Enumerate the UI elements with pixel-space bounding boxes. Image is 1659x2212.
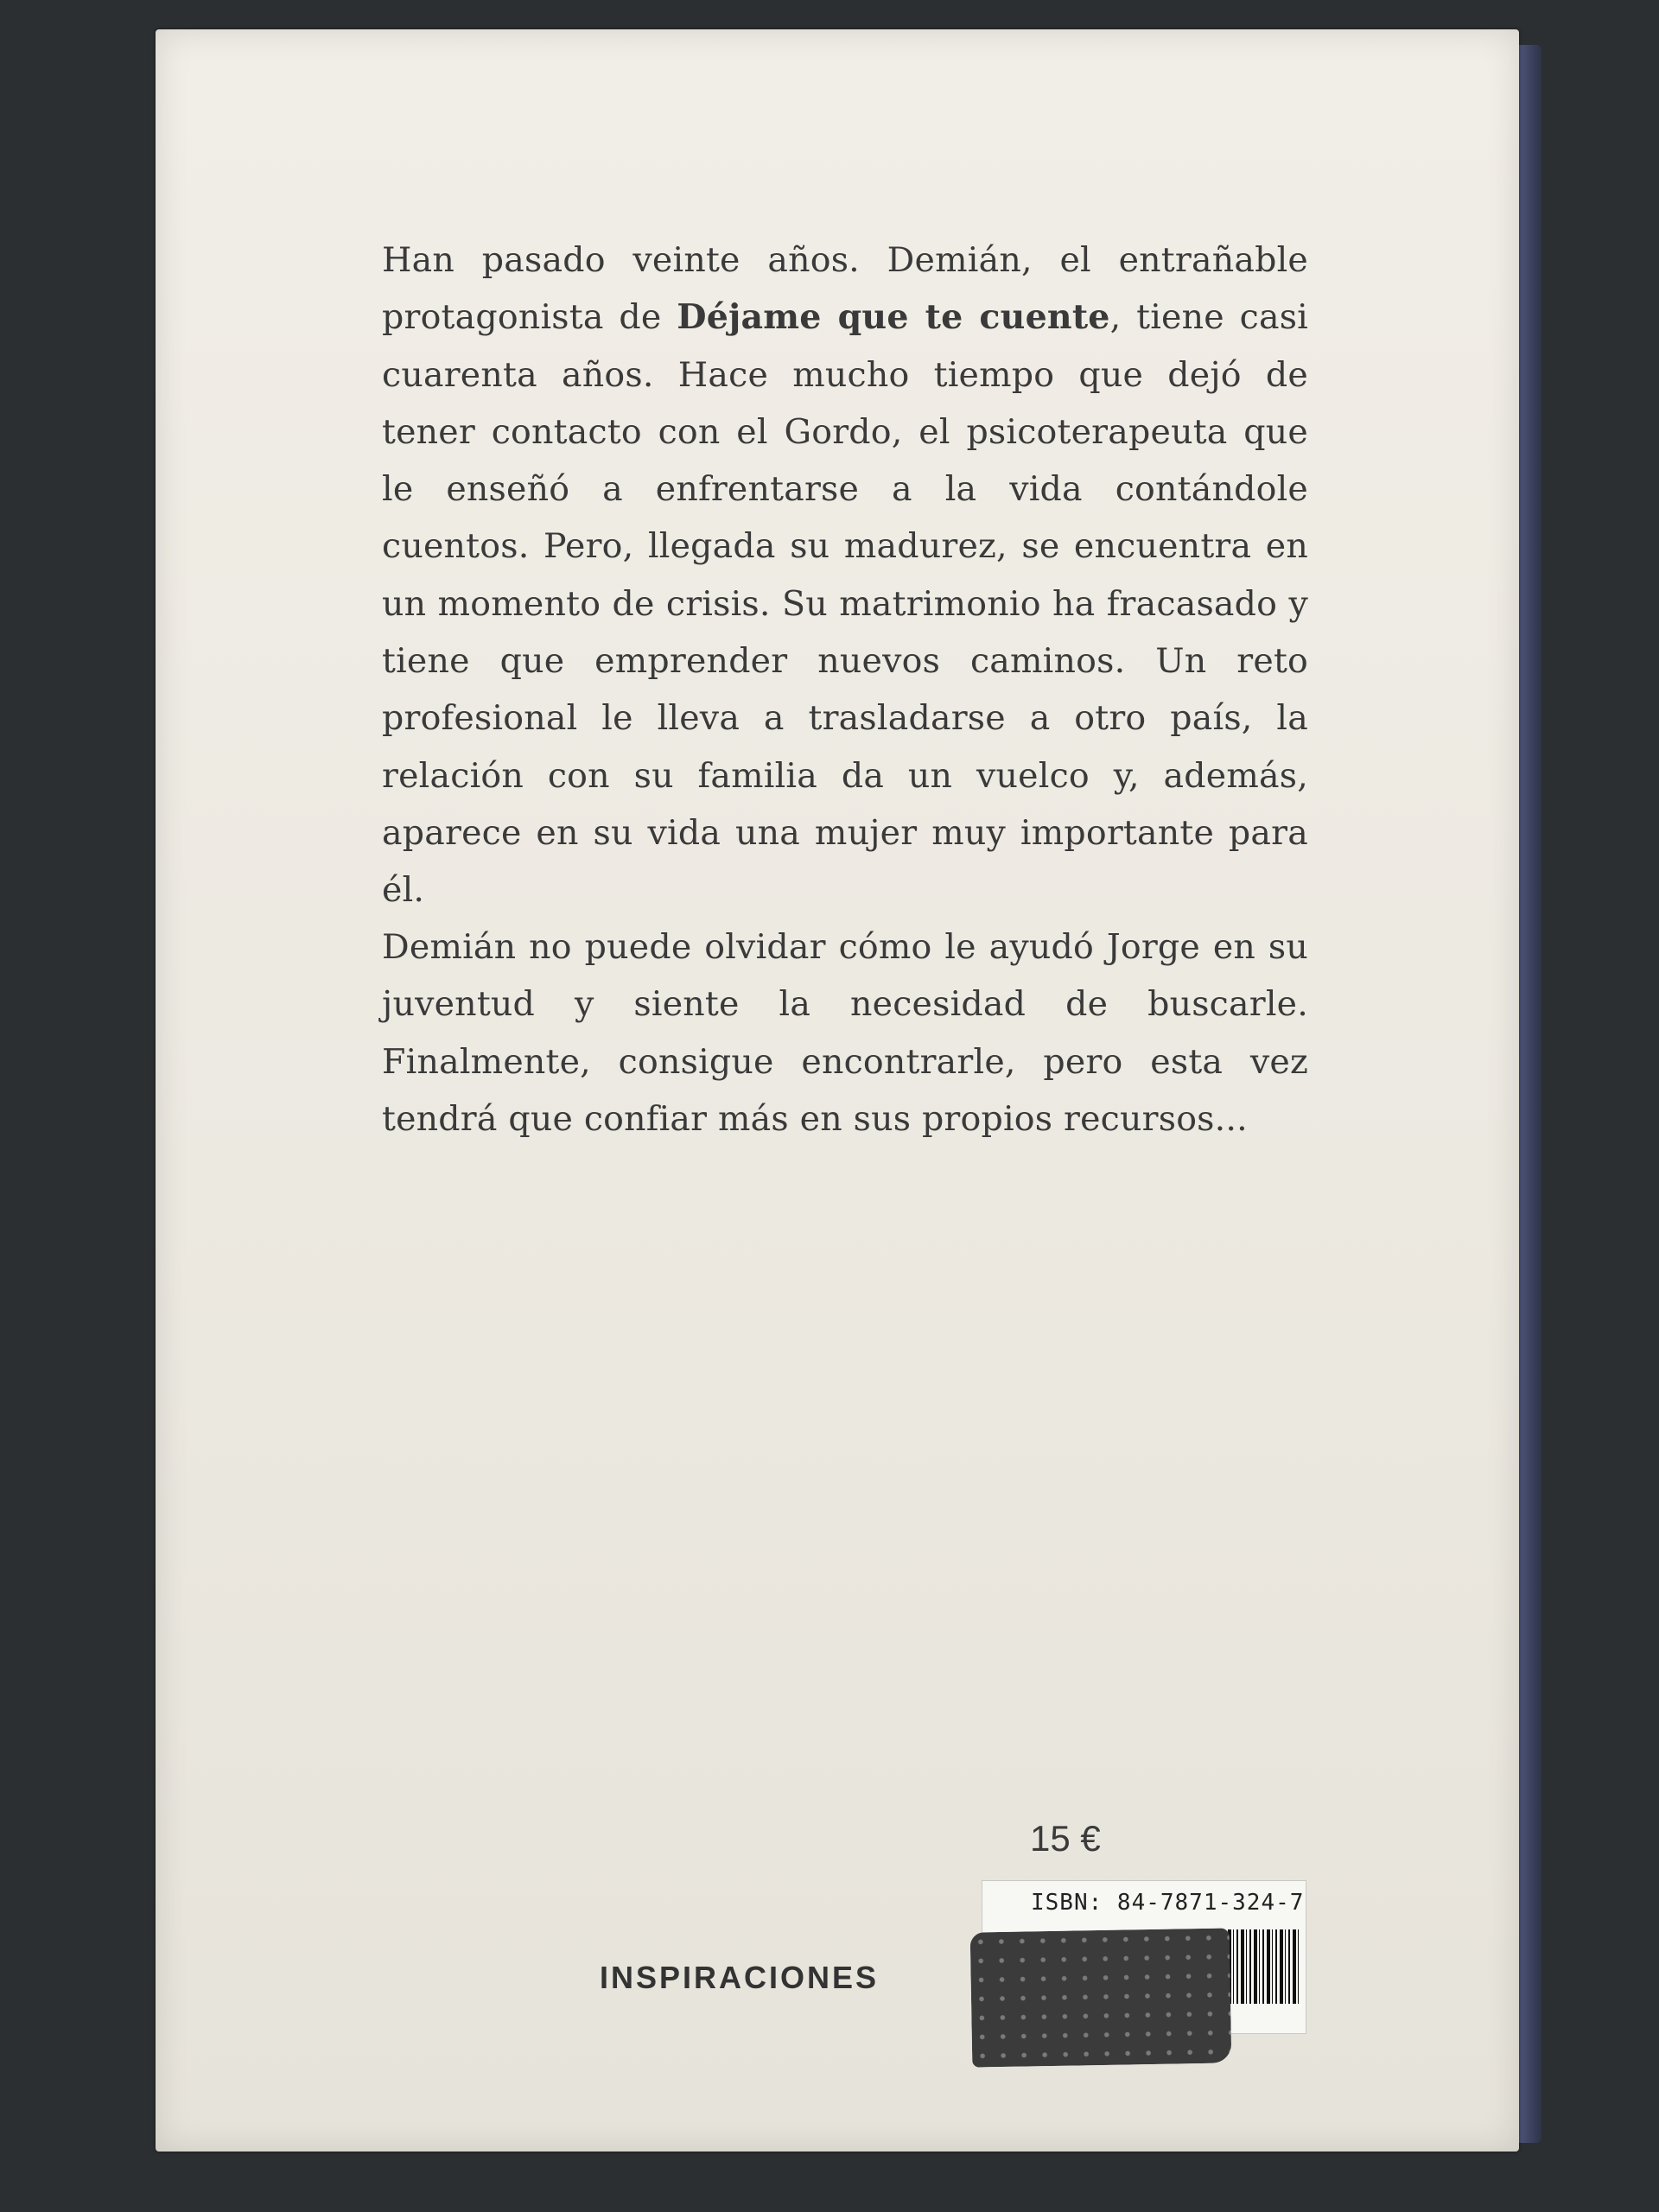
blurb-paragraph-2-text: Demián no puede olvidar cómo le ayudó Jorge en su juventud y siente la necesidad de buscarle. Finalmente, consigue encontrarle, pero esta vez tendrá que confiar más en sus propios recursos...: [382, 927, 1308, 1139]
isbn-text: ISBN: 84-7871-324-7: [1031, 1890, 1305, 1916]
blurb-paragraph-1: [382, 232, 1308, 919]
series-name: INSPIRACIONES: [600, 1960, 880, 1995]
blurb-text-start: Han pasado veinte años. Demián, el entrañable protagonista de: [382, 240, 1308, 338]
book-title-reference: Déjame que te cuente: [677, 297, 1110, 338]
price-label: 15 €: [1030, 1818, 1101, 1859]
blurb-text-rest: , tiene casi cuarenta años. Hace mucho tiempo que dejó de tener contacto con el Gordo, el psicoterapeuta que le enseñó a enfrentarse a la vida contándole cuentos. Pero, llegada su madurez, se encuentra en un momento de crisis. Su matrimonio ha fracasado y tiene que emprender nuevos caminos. Un reto profesional le lleva a trasladarse a otro país, la relación con su familia da un vuelco y, además, aparece en su vida una mujer muy importante para él.: [382, 297, 1308, 911]
blurb-paragraph-2: [382, 918, 1308, 1147]
black-tape-patch: [970, 1928, 1232, 2067]
